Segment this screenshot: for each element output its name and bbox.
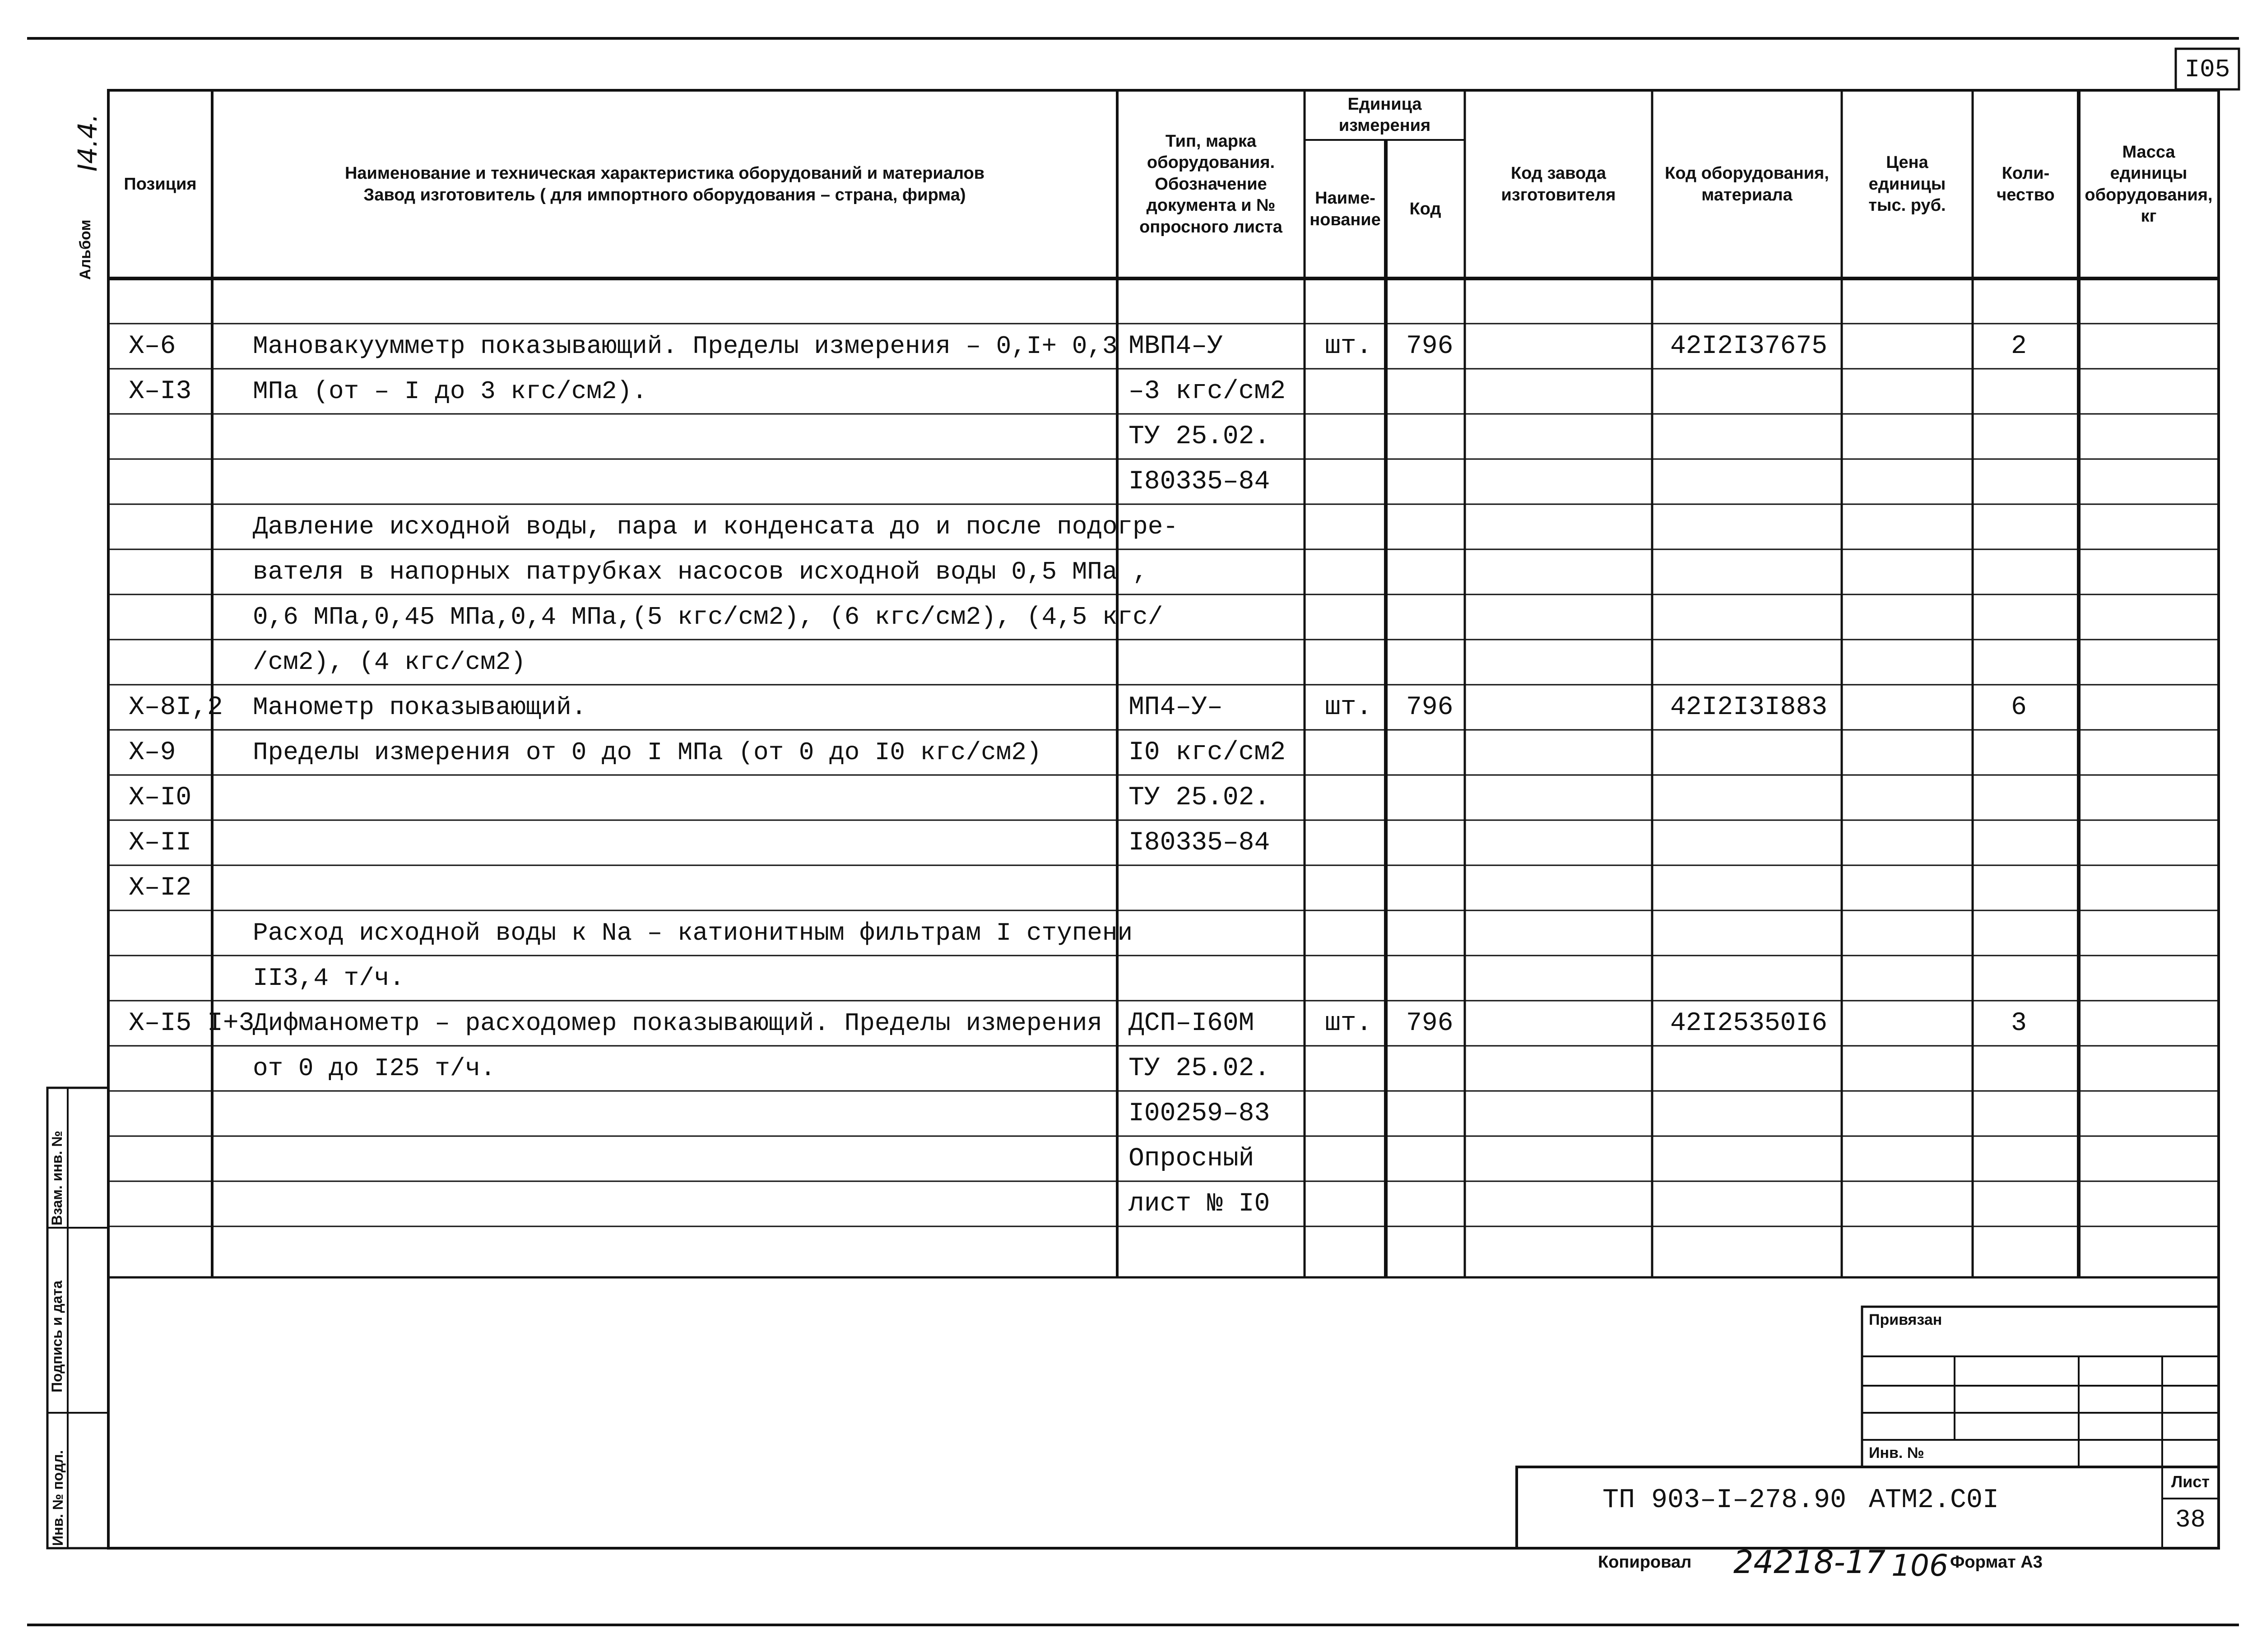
cell-position: X–9 (129, 738, 176, 767)
cell-type: МП4–У– (1128, 693, 1223, 722)
album-label: Альбом (77, 219, 94, 280)
cell-qty: 3 (2011, 1009, 2027, 1038)
cell-name: Дифманометр – расходомер показывающий. Пределы измерения (253, 1009, 1102, 1038)
cell-type: ТУ 25.02. (1128, 783, 1270, 812)
header-equip-line: материала (1701, 185, 1793, 204)
cell-position: X–I0 (129, 783, 192, 812)
cell-unit-name: шт. (1325, 693, 1372, 722)
cell-unit-code: 796 (1406, 332, 1454, 361)
header-mass-line: Масса (2122, 142, 2175, 162)
header-type-line: Обозначение (1155, 174, 1267, 194)
sheet-label: Лист (2171, 1472, 2210, 1491)
header-price-line: единицы (1868, 174, 1946, 194)
header-price (1842, 90, 1973, 278)
stamp-podpis: Подпись и дата (49, 1281, 65, 1392)
cell-name: от 0 до I25 т/ч. (253, 1054, 496, 1083)
header-name-line1: Наименование и техническая характеристика оборудований и материалов (344, 164, 985, 183)
header-unit-name-line: Наиме- (1315, 189, 1375, 208)
privyazan-label: Привязан (1869, 1311, 1942, 1328)
header-price-line: Цена (1886, 153, 1928, 172)
header-name-line2: Завод изготовитель ( для импортного оборудования – страна, фирма) (363, 185, 966, 204)
copied-number: 24218-17 (1733, 1544, 1886, 1581)
header-unit-line: измерения (1338, 116, 1431, 135)
cell-type: Опросный (1128, 1144, 1254, 1174)
header-unit-name-line: нование (1310, 210, 1381, 229)
copied-label: Копировал (1598, 1553, 1692, 1572)
cell-unit-name: шт. (1325, 332, 1372, 361)
header-price-line: тыс. руб. (1868, 196, 1946, 215)
album-number: I4.4. (72, 114, 103, 172)
cell-name: МПа (от – I до 3 кгс/см2). (253, 377, 647, 406)
header-plant-code (1465, 90, 1652, 278)
format-label: Формат А3 (1950, 1553, 2043, 1572)
header-unit-code: Код (1409, 199, 1441, 218)
header-type-line: Тип, марка (1165, 131, 1257, 151)
header-qty-line: чество (1997, 185, 2055, 204)
extra-number: 106 (1891, 1548, 1948, 1583)
header-qty-line: Коли- (2002, 164, 2050, 183)
doc-mark: АТМ2.С0I (1869, 1485, 1999, 1516)
header-type-line: опросного листа (1139, 217, 1282, 237)
cell-type: МВП4–У (1128, 332, 1223, 361)
cell-name: II3,4 т/ч. (253, 964, 405, 993)
cell-name: 0,6 МПа,0,45 МПа,0,4 МПа,(5 кгс/см2), (6 кгс/см2), (4,5 кгс/ (253, 603, 1163, 631)
header-type (1117, 90, 1305, 278)
cell-position: X–I2 (129, 873, 192, 903)
cell-type: ДСП–I60М (1128, 1009, 1254, 1038)
cell-name: вателя в напорных патрубках насосов исходной воды 0,5 МПа , (253, 557, 1148, 586)
cell-name: Давление исходной воды, пара и конденсата до и после подогре- (253, 512, 1178, 541)
header-qty (1973, 90, 2079, 278)
cell-type: I0 кгс/см2 (1128, 738, 1286, 767)
cell-unit-code: 796 (1406, 1009, 1454, 1038)
cell-type: ТУ 25.02. (1128, 1054, 1270, 1083)
header-plant-line: изготовителя (1501, 185, 1616, 204)
privyazan-inv-label: Инв. № (1869, 1444, 1924, 1462)
header-mass-line: кг (2141, 207, 2157, 226)
cell-unit-name: шт. (1325, 1009, 1372, 1038)
cell-type: лист № I0 (1128, 1189, 1270, 1219)
sheet-number: 38 (2175, 1505, 2206, 1534)
cell-type: ТУ 25.02. (1128, 422, 1270, 451)
cell-equip-code: 42I2I37675 (1670, 332, 1828, 361)
cell-name: Мановакуумметр показывающий. Пределы измерения – 0,I+ 0,3 (253, 332, 1118, 361)
stamp-vzam: Взам. инв. № (49, 1131, 65, 1225)
header-equip-line: Код оборудования, (1665, 164, 1829, 183)
cell-type: –3 кгс/см2 (1128, 377, 1286, 406)
header-position: Позиция (124, 174, 197, 194)
cell-equip-code: 42I25350I6 (1670, 1009, 1828, 1038)
header-mass-line: единицы (2110, 164, 2187, 183)
cell-type: I00259–83 (1128, 1099, 1270, 1128)
cell-position: X–II (129, 828, 192, 858)
cell-qty: 6 (2011, 693, 2027, 722)
header-type-line: оборудования. (1147, 153, 1275, 172)
cell-type: I80335–84 (1128, 828, 1270, 858)
header-equip-code (1652, 90, 1842, 278)
cell-position: X–I5 I+3 (129, 1009, 255, 1038)
header-type-line: документа и № (1146, 196, 1276, 215)
header-unit-name (1305, 140, 1386, 278)
cell-position: X–6 (129, 332, 176, 361)
doc-code: ТП 903–I–278.90 (1602, 1485, 1847, 1516)
header-mass (2079, 90, 2219, 278)
header-plant-line: Код завода (1511, 164, 1606, 183)
cell-name: Манометр показывающий. (253, 693, 587, 722)
cell-name: Пределы измерения от 0 до I МПа (от 0 до I0 кгс/см2) (253, 738, 1042, 767)
cell-name: /см2), (4 кгс/см2) (253, 648, 526, 677)
stamp-inv-podl: Инв. № подл. (50, 1450, 66, 1546)
cell-type: I80335–84 (1128, 467, 1270, 497)
cell-position: X–8I,2 (129, 693, 223, 722)
page-number: I05 (2184, 55, 2230, 84)
cell-name: Расход исходной воды к Na – катионитным фильтрам I ступени (253, 919, 1133, 947)
cell-qty: 2 (2011, 332, 2027, 361)
header-unit-line: Единица (1347, 94, 1422, 114)
cell-position: X–I3 (129, 377, 192, 406)
cell-unit-code: 796 (1406, 693, 1454, 722)
header-mass-line: оборудования, (2085, 185, 2213, 204)
cell-equip-code: 42I2I3I883 (1670, 693, 1828, 722)
header-unit-group (1305, 90, 1465, 140)
header-name (212, 90, 1117, 278)
